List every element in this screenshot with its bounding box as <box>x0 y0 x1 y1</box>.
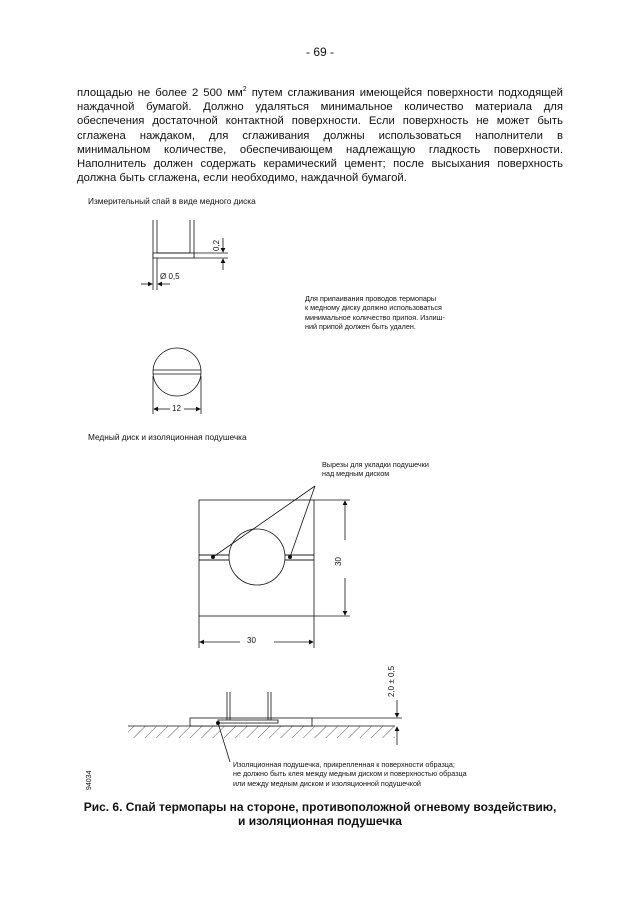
junction-label: Измерительный спай в виде медного диска <box>88 196 256 206</box>
superscript-2: 2 <box>242 86 247 94</box>
figure-caption <box>0 800 640 828</box>
solder-note-line: минимальное количество припоя. Излиш- <box>305 312 445 322</box>
dim-width-label: 30 <box>247 636 256 645</box>
solder-note-line: к медному диску должно использоваться <box>305 303 442 313</box>
figure-code: 94034 <box>86 770 93 790</box>
pad-note-line: Изоляционная подушечка, прикрепленная к поверхности образца; <box>233 760 455 769</box>
cutouts-note-line: над медным диском <box>322 469 390 479</box>
disk-pad-label: Медный диск и изоляционная подушечка <box>88 432 247 442</box>
paragraph-line1-end: путем сглаживания имеющейся поверхности <box>246 87 494 99</box>
solder-note-line: ний припой должен быть удален. <box>305 322 416 332</box>
caption-line2: и изоляционная подушечка <box>238 814 402 828</box>
dim-disk-label: 12 <box>172 404 181 413</box>
insulation-pad-front-view <box>199 486 350 648</box>
solder-note <box>305 294 445 332</box>
dim-wire-diameter-label: Ø 0,5 <box>160 272 180 281</box>
junction-side-view <box>141 220 228 290</box>
cutouts-note-line: Вырезы для укладки подушечки <box>322 460 429 469</box>
paragraph-rest: подходящей наждачной бумагой. Должно удаляться минимальное количество материала для обеспечения достаточной контактной поверхности. Если поверхность не может быть сглажена наждаком, для сглаживания должны использоваться наполнители в минимальном количестве, обеспечивающем надлежащую гладкость поверхности. Наполнитель должен содержать керамический цемент; после высыхания поверхность должна быть сглажена, если необходимо, наждачной бумагой. <box>77 87 563 185</box>
dim-pad-thickness-label: 2,0 ± 0,5 <box>387 665 396 697</box>
pad-note <box>233 760 467 788</box>
paragraph-line1: площадью не более 2 500 мм <box>77 87 243 99</box>
pad-side-view-on-surface <box>128 692 402 762</box>
solder-note-line: Для припаивания проводов термопары <box>305 294 437 303</box>
dim-thickness-label: 0,2 <box>212 239 221 251</box>
page-number: - 69 - <box>305 45 334 59</box>
dim-height-label: 30 <box>334 557 343 566</box>
pad-note-line: или между медным диском и изоляционной подушечкой <box>233 778 421 788</box>
pad-note-line: не должно быть клея между медным диском и поверхностью образца <box>233 769 467 779</box>
caption-line1: Рис. 6. Спай термопары на стороне, противоположной огневому воздействию, <box>83 800 557 814</box>
cutouts-note <box>322 460 429 479</box>
